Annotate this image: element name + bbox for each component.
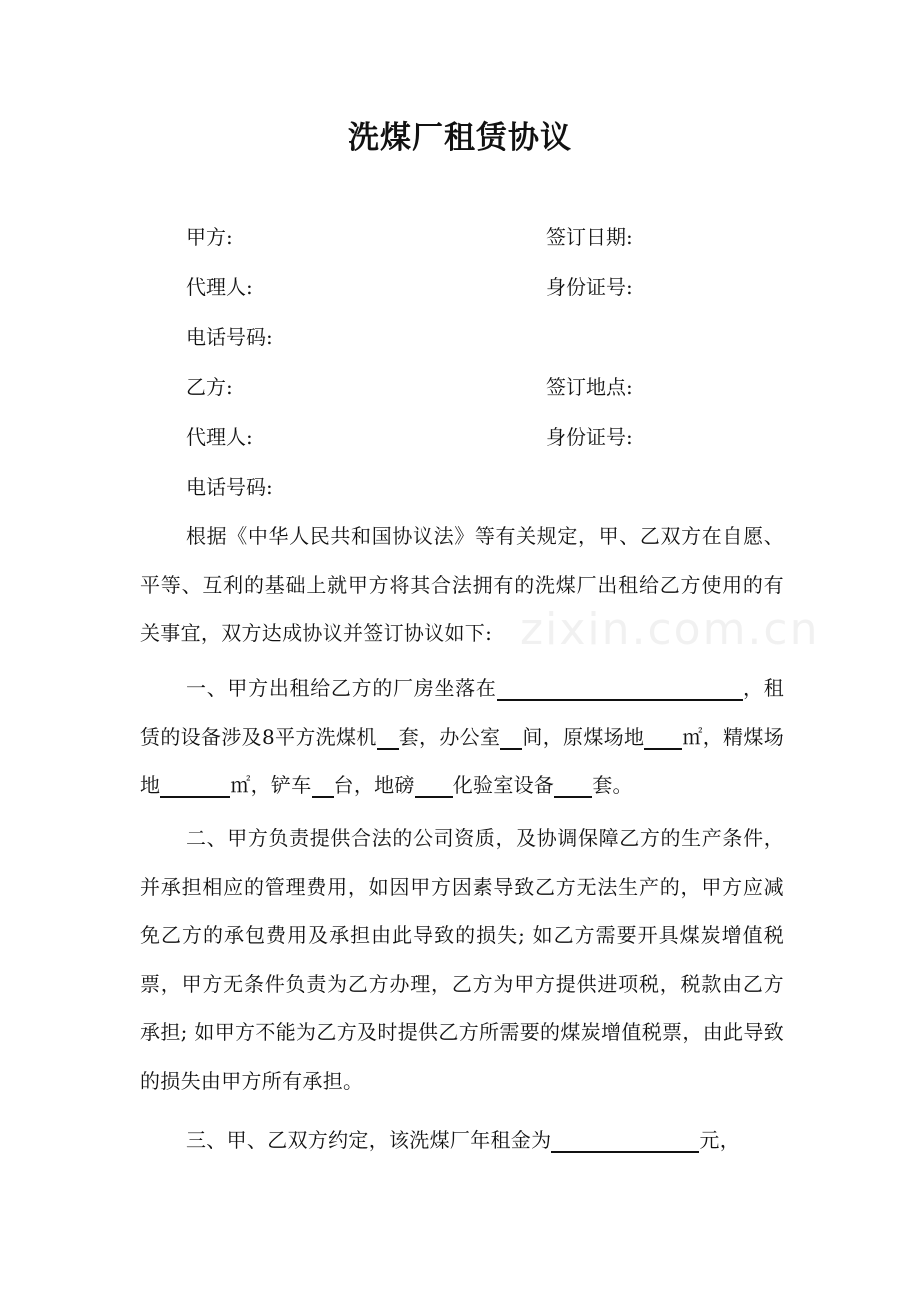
clause-1-text-5: ㎡，精煤场地	[140, 724, 785, 797]
party-a-id-label: 身份证号:	[546, 275, 633, 299]
clause-1-text-1: 一、甲方出租给乙方的厂房坐落在	[186, 676, 497, 700]
party-a-agent-label: 代理人:	[186, 275, 253, 299]
clause-1-text-9: 套。	[592, 773, 633, 797]
document-title: 洗煤厂租赁协议	[348, 120, 572, 156]
clause-1-text-6: ㎡，铲车	[230, 773, 312, 797]
office-count-blank	[500, 724, 522, 750]
raw-coal-area-blank	[644, 724, 682, 750]
clause-3-text-2: 元，	[699, 1128, 741, 1152]
clause-1-text-2: ，租赁的设备涉及8平方洗煤机	[140, 676, 785, 749]
party-b-phone-label: 电话号码:	[186, 475, 273, 499]
clause-1-paragraph	[140, 664, 784, 810]
clause-3-text-1: 三、甲、乙双方约定，该洗煤厂年租金为	[186, 1128, 552, 1152]
intro-paragraph: 根据《中华人民共和国协议法》等有关规定，甲、乙双方在自愿、平等、互利的基础上就甲方将其合法拥有的洗煤厂出租给乙方使用的有关事宜，双方达成协议并签订协议如下:	[140, 524, 784, 645]
loader-count-blank	[312, 772, 334, 798]
party-b-label: 乙方:	[186, 375, 233, 399]
party-b-agent-label: 代理人:	[186, 425, 253, 449]
clause-1-text-3: 套，办公室	[398, 724, 501, 749]
washer-count-blank	[377, 724, 399, 750]
factory-location-blank	[497, 675, 743, 701]
scale-blank	[415, 772, 453, 798]
clause-1-text-4: 间，原煤场地	[522, 724, 645, 749]
party-a-label: 甲方:	[186, 225, 233, 249]
annual-rent-blank	[551, 1127, 699, 1153]
sign-place-label: 签订地点:	[546, 375, 633, 399]
clause-2-paragraph: 二、甲方负责提供合法的公司资质，及协调保障乙方的生产条件，并承担相应的管理费用，如因甲方因素导致乙方无法生产的，甲方应减免乙方的承包费用及承担由此导致的损失; 如乙方需要开具煤炭增值税票，甲方无条件负责为乙方办理，乙方为甲方提供进项税，税款由乙方承担; 如甲方不能为乙方及时提供乙方所需要的煤炭增值税票，由此导致的损失由甲方所有承担。	[140, 826, 784, 1093]
party-a-phone-label: 电话号码:	[186, 325, 273, 349]
sign-date-label: 签订日期:	[546, 225, 633, 249]
lab-equipment-blank	[554, 772, 592, 798]
clause-3-paragraph	[140, 1116, 784, 1165]
clause-1-text-7: 台，地磅	[333, 773, 415, 797]
clause-1-text-8: 化验室设备	[452, 773, 555, 797]
clean-coal-area-blank	[160, 772, 230, 798]
party-b-id-label: 身份证号:	[546, 425, 633, 449]
watermark: zixin.com.cn	[520, 604, 820, 655]
